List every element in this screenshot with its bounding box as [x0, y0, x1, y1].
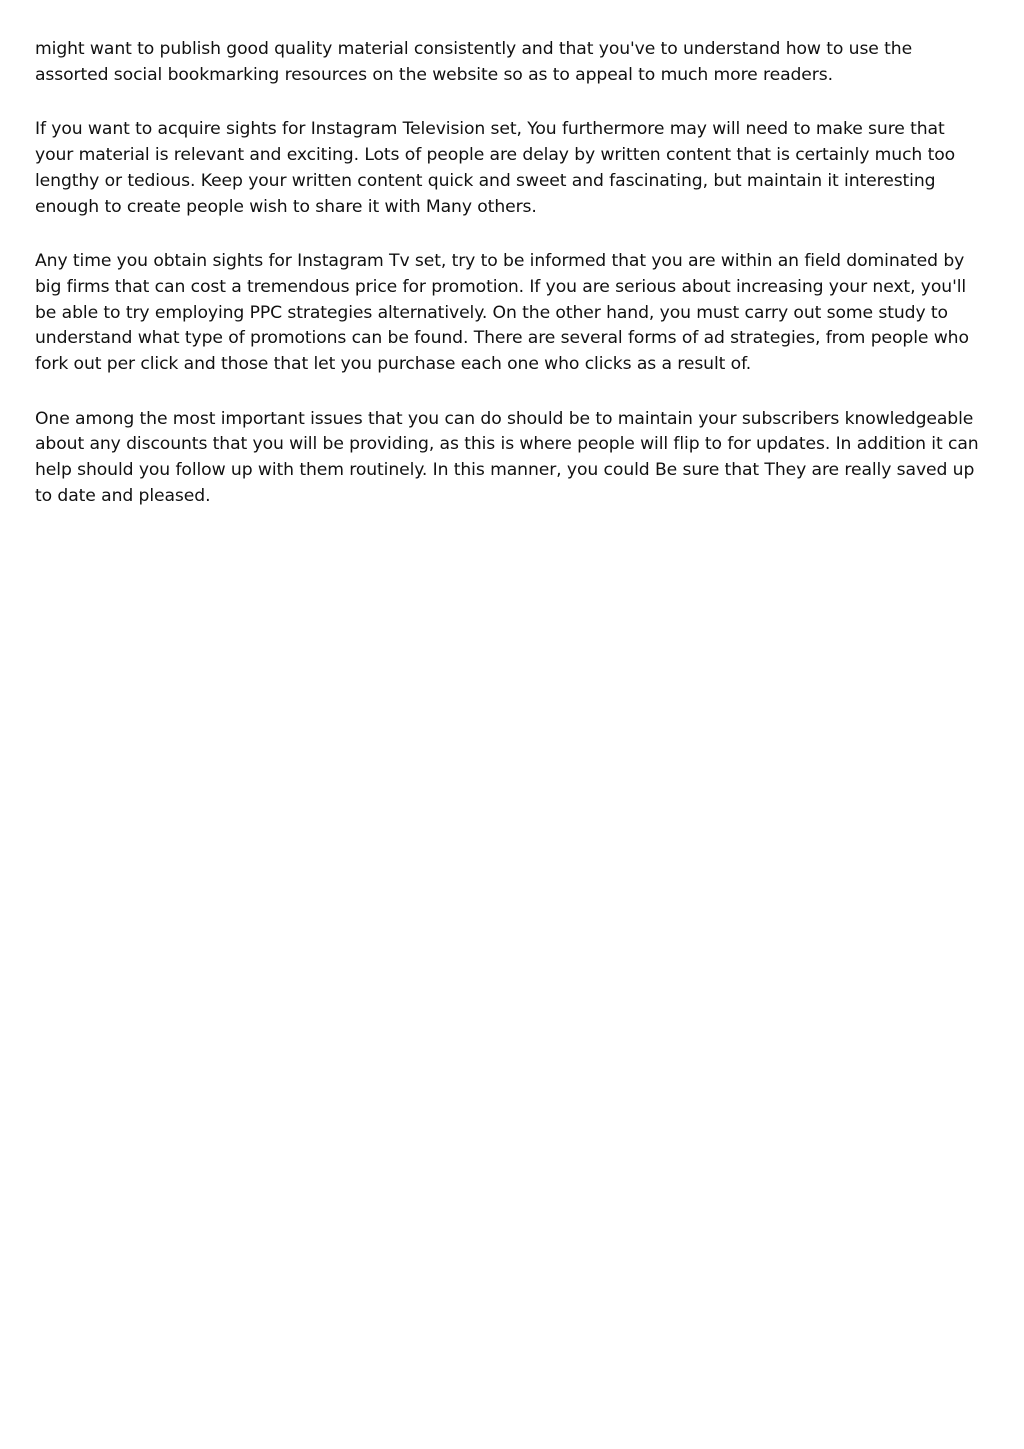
paragraph-4: One among the most important issues that you can do should be to maintain your subscribers knowledgeable about any discounts that you will be providing, as this is where people will flip to for updates. In addition it can help should you follow up with them routinely. In this manner, you could Be sure that They are really saved up to date and pleased.	[35, 408, 979, 506]
document-page	[35, 37, 985, 539]
paragraph-3: Any time you obtain sights for Instagram Tv set, try to be informed that you are within an field dominated by big firms that can cost a tremendous price for promotion. If you are serious about increasing your next, you'll be able to try employing PPC strategies alternatively. On the other hand, you must carry out some study to understand what type of promotions can be found. There are several forms of ad strategies, from people who fork out per click and those that let you purchase each one who clicks as a result of.	[35, 251, 969, 375]
paragraph-2: If you want to acquire sights for Instagram Television set, You furthermore may will need to make sure that your material is relevant and exciting. Lots of people are delay by written content that is certainly much too lengthy or tedious. Keep your written content quick and sweet and fascinating, but maintain it interesting enough to create people wish to share it with Many others.	[35, 119, 956, 217]
paragraph-1: might want to publish good quality material consistently and that you've to understand how to use the assorted social bookmarking resources on the website so as to appeal to much more readers.	[35, 39, 913, 85]
